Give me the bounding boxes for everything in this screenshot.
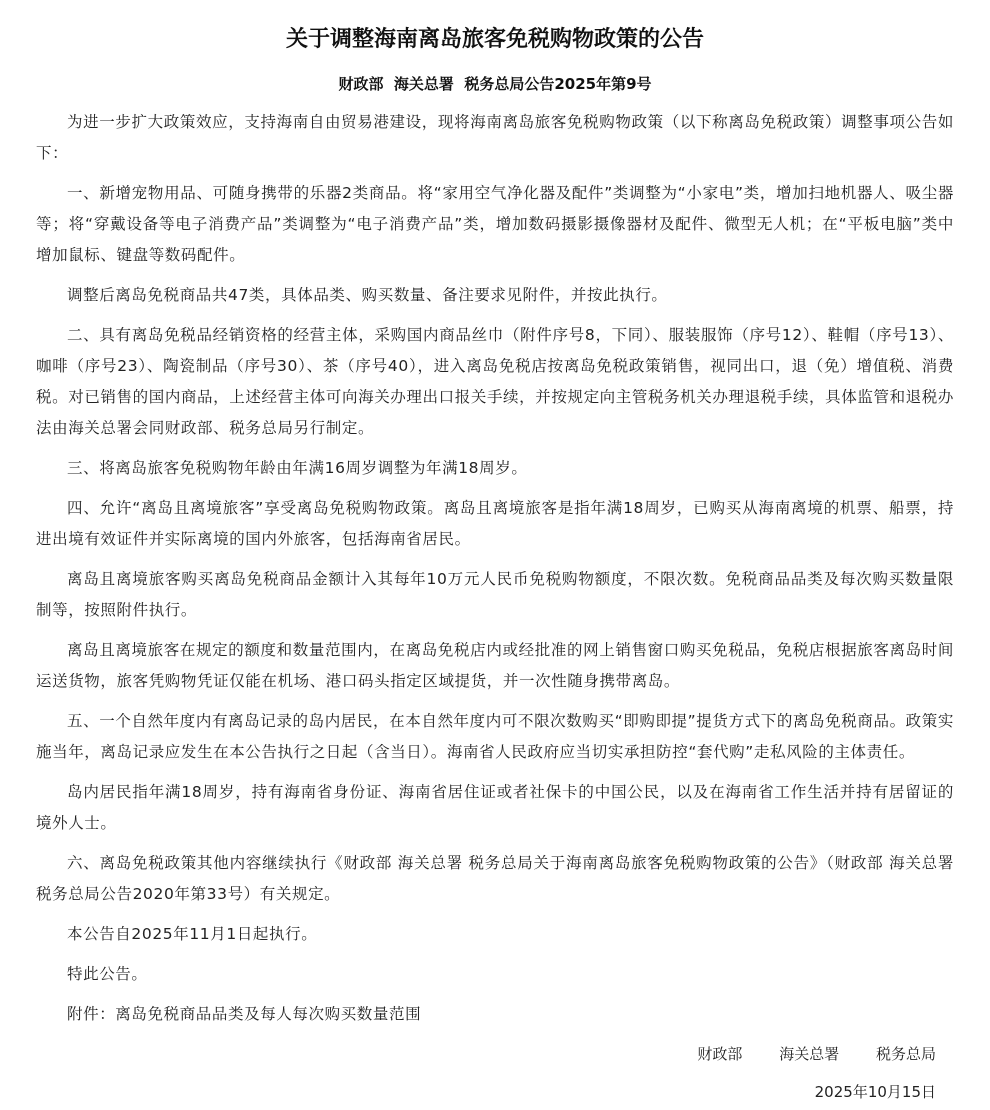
paragraph: 二、具有离岛免税品经销资格的经营主体，采购国内商品丝巾（附件序号8，下同）、服装服饰（序号12）、鞋帽（序号13）、咖啡（序号23）、陶瓷制品（序号30）、茶（序号40），进入离岛免税店按离岛免税政策销售，视同出口，退（免）增值税、消费税。对已销售的国内商品，上述经营主体可向海关办理出口报关手续，并按规定向主管税务机关办理退税手续，具体监管和退税办法由海关总署会同财政部、税务总局另行制定。 [36, 326, 954, 437]
signatory: 海关总署 [779, 1045, 840, 1063]
signatories [36, 1039, 954, 1070]
paragraph: 岛内居民指年满18周岁，持有海南省身份证、海南省居住证或者社保卡的中国公民，以及在海南省工作生活并持有居留证的境外人士。 [36, 783, 954, 832]
issue-date: 2025年10月15日 [814, 1083, 936, 1101]
signatory: 财政部 [697, 1045, 743, 1063]
document-body [36, 107, 954, 1030]
paragraph: 为进一步扩大政策效应，支持海南自由贸易港建设，现将海南离岛旅客免税购物政策（以下称离岛免税政策）调整事项公告如下： [36, 113, 954, 162]
signatory: 税务总局 [875, 1045, 936, 1063]
paragraph: 六、离岛免税政策其他内容继续执行《财政部 海关总署 税务总局关于海南离岛旅客免税购物政策的公告》（财政部 海关总署 税务总局公告2020年第33号）有关规定。 [36, 854, 954, 903]
paragraph: 三、将离岛旅客免税购物年龄由年满16周岁调整为年满18周岁。 [67, 459, 528, 477]
paragraph: 一、新增宠物用品、可随身携带的乐器2类商品。将“家用空气净化器及配件”类调整为“小家电”类，增加扫地机器人、吸尘器等；将“穿戴设备等电子消费产品”类调整为“电子消费产品”类，增加数码摄影摄像器材及配件、微型无人机；在“平板电脑”类中增加鼠标、键盘等数码配件。 [36, 184, 954, 264]
document-title: 关于调整海南离岛旅客免税购物政策的公告 [285, 27, 704, 52]
paragraph: 调整后离岛免税商品共47类，具体品类、购买数量、备注要求见附件，并按此执行。 [67, 286, 668, 304]
document-number: 财政部 海关总署 税务总局公告2025年第9号 [338, 75, 652, 93]
paragraph: 特此公告。 [67, 965, 148, 983]
paragraph: 四、允许“离岛且离境旅客”享受离岛免税购物政策。离岛且离境旅客是指年满18周岁，已购买从海南离境的机票、船票，持进出境有效证件并实际离境的国内外旅客，包括海南省居民。 [36, 499, 954, 548]
attachment-link[interactable]: 附件：离岛免税商品品类及每人每次购买数量范围 [67, 1005, 422, 1023]
paragraph: 本公告自2025年11月1日起执行。 [67, 925, 318, 943]
paragraph: 五、一个自然年度内有离岛记录的岛内居民，在本自然年度内可不限次数购买“即购即提”提货方式下的离岛免税商品。政策实施当年，离岛记录应发生在本公告执行之日起（含当日）。海南省人民政府应当切实承担防控“套代购”走私风险的主体责任。 [36, 712, 954, 761]
paragraph: 离岛且离境旅客购买离岛免税商品金额计入其每年10万元人民币免税购物额度，不限次数。免税商品品类及每次购买数量限制等，按照附件执行。 [36, 570, 954, 619]
paragraph: 离岛且离境旅客在规定的额度和数量范围内，在离岛免税店内或经批准的网上销售窗口购买免税品，免税店根据旅客离岛时间运送货物，旅客凭购物凭证仅能在机场、港口码头指定区域提货，并一次性随身携带离岛。 [36, 641, 954, 690]
announcement-document [36, 0, 954, 1108]
